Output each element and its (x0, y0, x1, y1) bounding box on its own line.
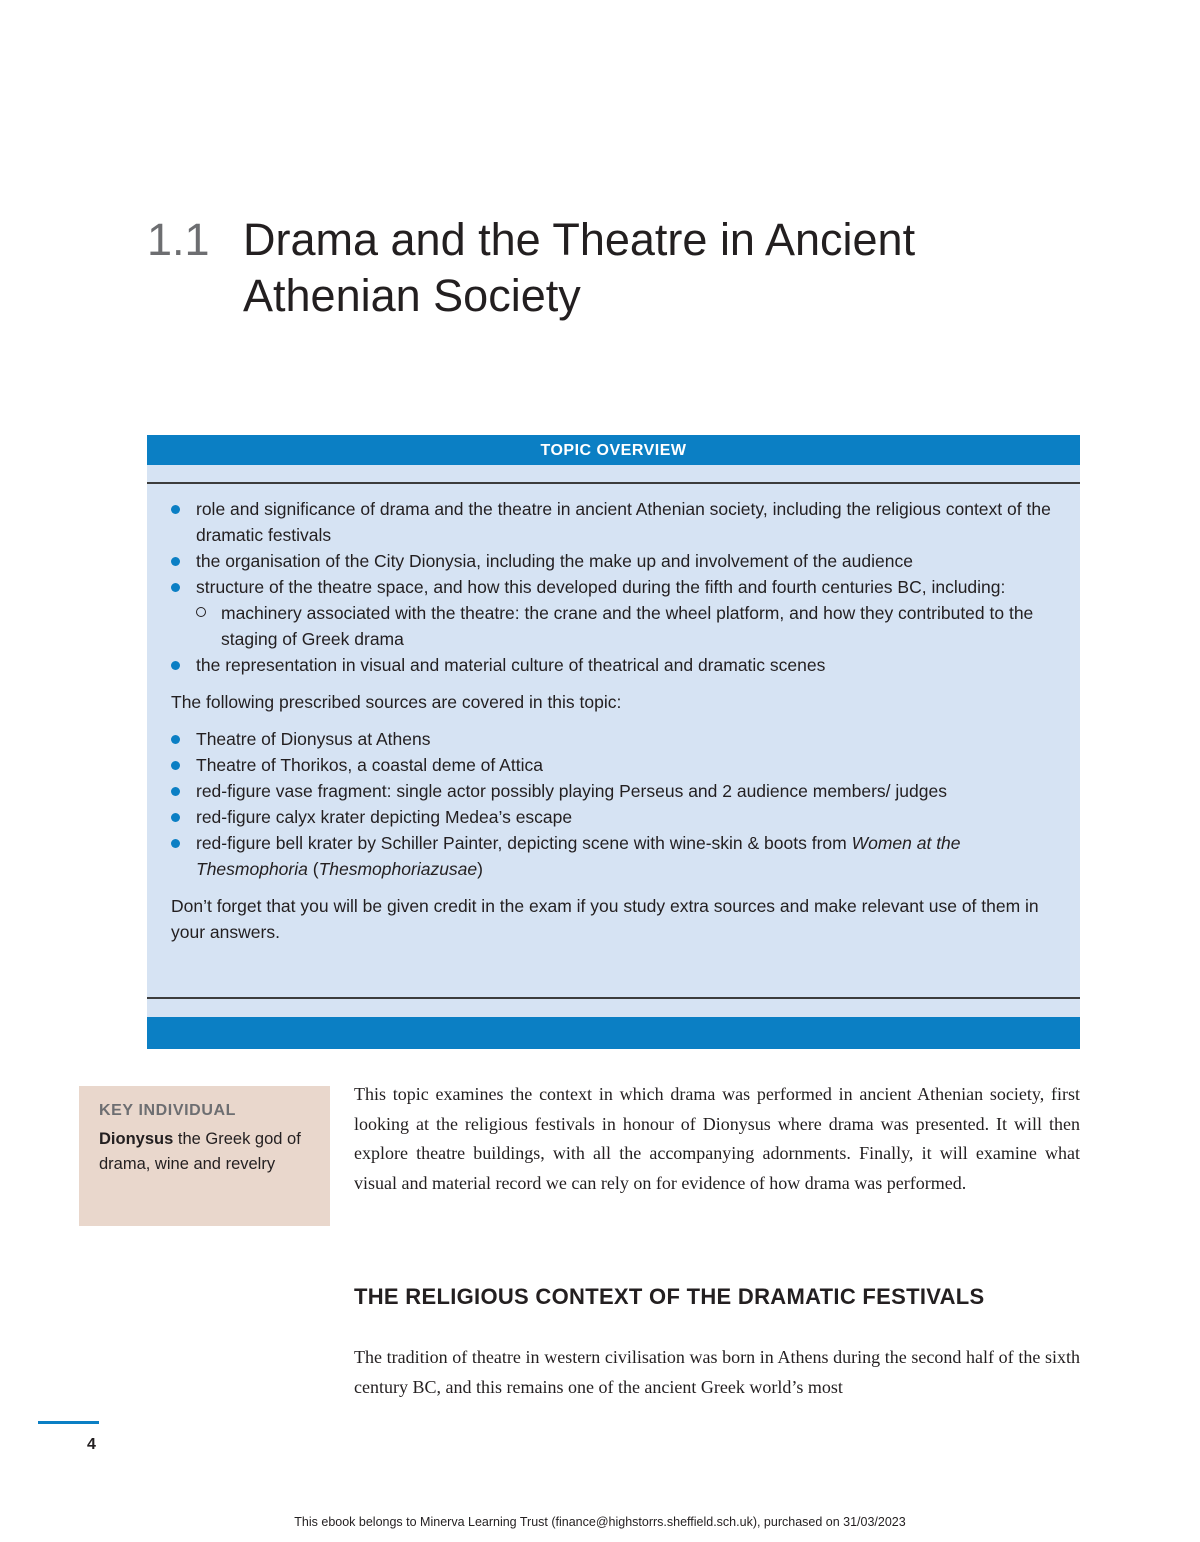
topic-overview-content (171, 496, 1061, 945)
list-item: the representation in visual and material culture of theatrical and dramatic scenes (171, 652, 1061, 678)
key-individual-title: KEY INDIVIDUAL (99, 1102, 237, 1119)
page-number: 4 (87, 1436, 96, 1453)
overview-note: Don’t forget that you will be given credit in the exam if you study extra sources and make relevant use of them in your answers. (171, 896, 1039, 942)
overview-bottom-rule (147, 997, 1080, 999)
list-item-text: structure of the theatre space, and how this developed during the fifth and fourth centuries BC, including: (196, 577, 1006, 597)
key-individual-name: Dionysus (99, 1130, 174, 1148)
section-paragraph: The tradition of theatre in western civilisation was born in Athens during the second half of the sixth century BC, and this remains one of the ancient Greek world’s most (354, 1347, 1080, 1397)
play-title: Women at the Thesmophoria (196, 833, 961, 879)
play-alt-title: Thesmophoriazusae (318, 859, 478, 879)
chapter-title-text (243, 212, 1047, 324)
intro-paragraph: This topic examines the context in which drama was performed in ancient Athenian society, first looking at the religious festivals in honour of Dionysus where drama was presented. It will then explore theatre buildings, with all the accompanying adornments. Finally, it will examine what visual and material record we can rely on for evidence of how drama was performed. (354, 1084, 1080, 1193)
list-item: role and significance of drama and the theatre in ancient Athenian society, including the religious context of the dramatic festivals (171, 496, 1061, 548)
list-item: the organisation of the City Dionysia, including the make up and involvement of the audience (171, 548, 1061, 574)
chapter-title-line1: Drama and the Theatre in Ancient (243, 214, 916, 265)
ebook-footer: This ebook belongs to Minerva Learning Trust (finance@highstorrs.sheffield.sch.uk), purchased on 31/03/2023 (294, 1515, 906, 1529)
source-item: red-figure vase fragment: single actor possibly playing Perseus and 2 audience members/ judges (171, 778, 1061, 804)
topic-overview-footer-bar (147, 1017, 1080, 1049)
topic-overview-header: TOPIC OVERVIEW (147, 435, 1080, 465)
source-text: red-figure bell krater by Schiller Painter, depicting scene with wine-skin & boots from (196, 833, 852, 853)
key-individual-description: the Greek god of drama, wine and revelry (99, 1130, 301, 1173)
paren-close: ) (477, 859, 483, 879)
key-individual-body (99, 1127, 310, 1177)
chapter-title-line2: Athenian Society (243, 270, 581, 321)
list-item (171, 574, 1061, 652)
sources-list (171, 726, 1061, 882)
sub-list-item: machinery associated with the theatre: the crane and the wheel platform, and how they contributed to the staging of Greek drama (196, 600, 1061, 652)
source-item: Theatre of Thorikos, a coastal deme of Attica (171, 752, 1061, 778)
overview-top-rule (147, 482, 1080, 484)
sources-intro: The following prescribed sources are covered in this topic: (171, 692, 622, 712)
key-individual-box (79, 1086, 330, 1226)
overview-sub-list (196, 600, 1061, 652)
source-item (171, 830, 1061, 882)
overview-bullet-list (171, 496, 1061, 678)
topic-overview-box (147, 435, 1080, 1049)
section-heading: THE RELIGIOUS CONTEXT OF THE DRAMATIC FESTIVALS (354, 1284, 985, 1309)
chapter-title (147, 212, 1047, 324)
paren-open: ( (307, 859, 319, 879)
page-number-rule (38, 1421, 99, 1424)
chapter-number: 1.1 (147, 214, 210, 265)
source-item: Theatre of Dionysus at Athens (171, 726, 1061, 752)
source-item: red-figure calyx krater depicting Medea’s escape (171, 804, 1061, 830)
